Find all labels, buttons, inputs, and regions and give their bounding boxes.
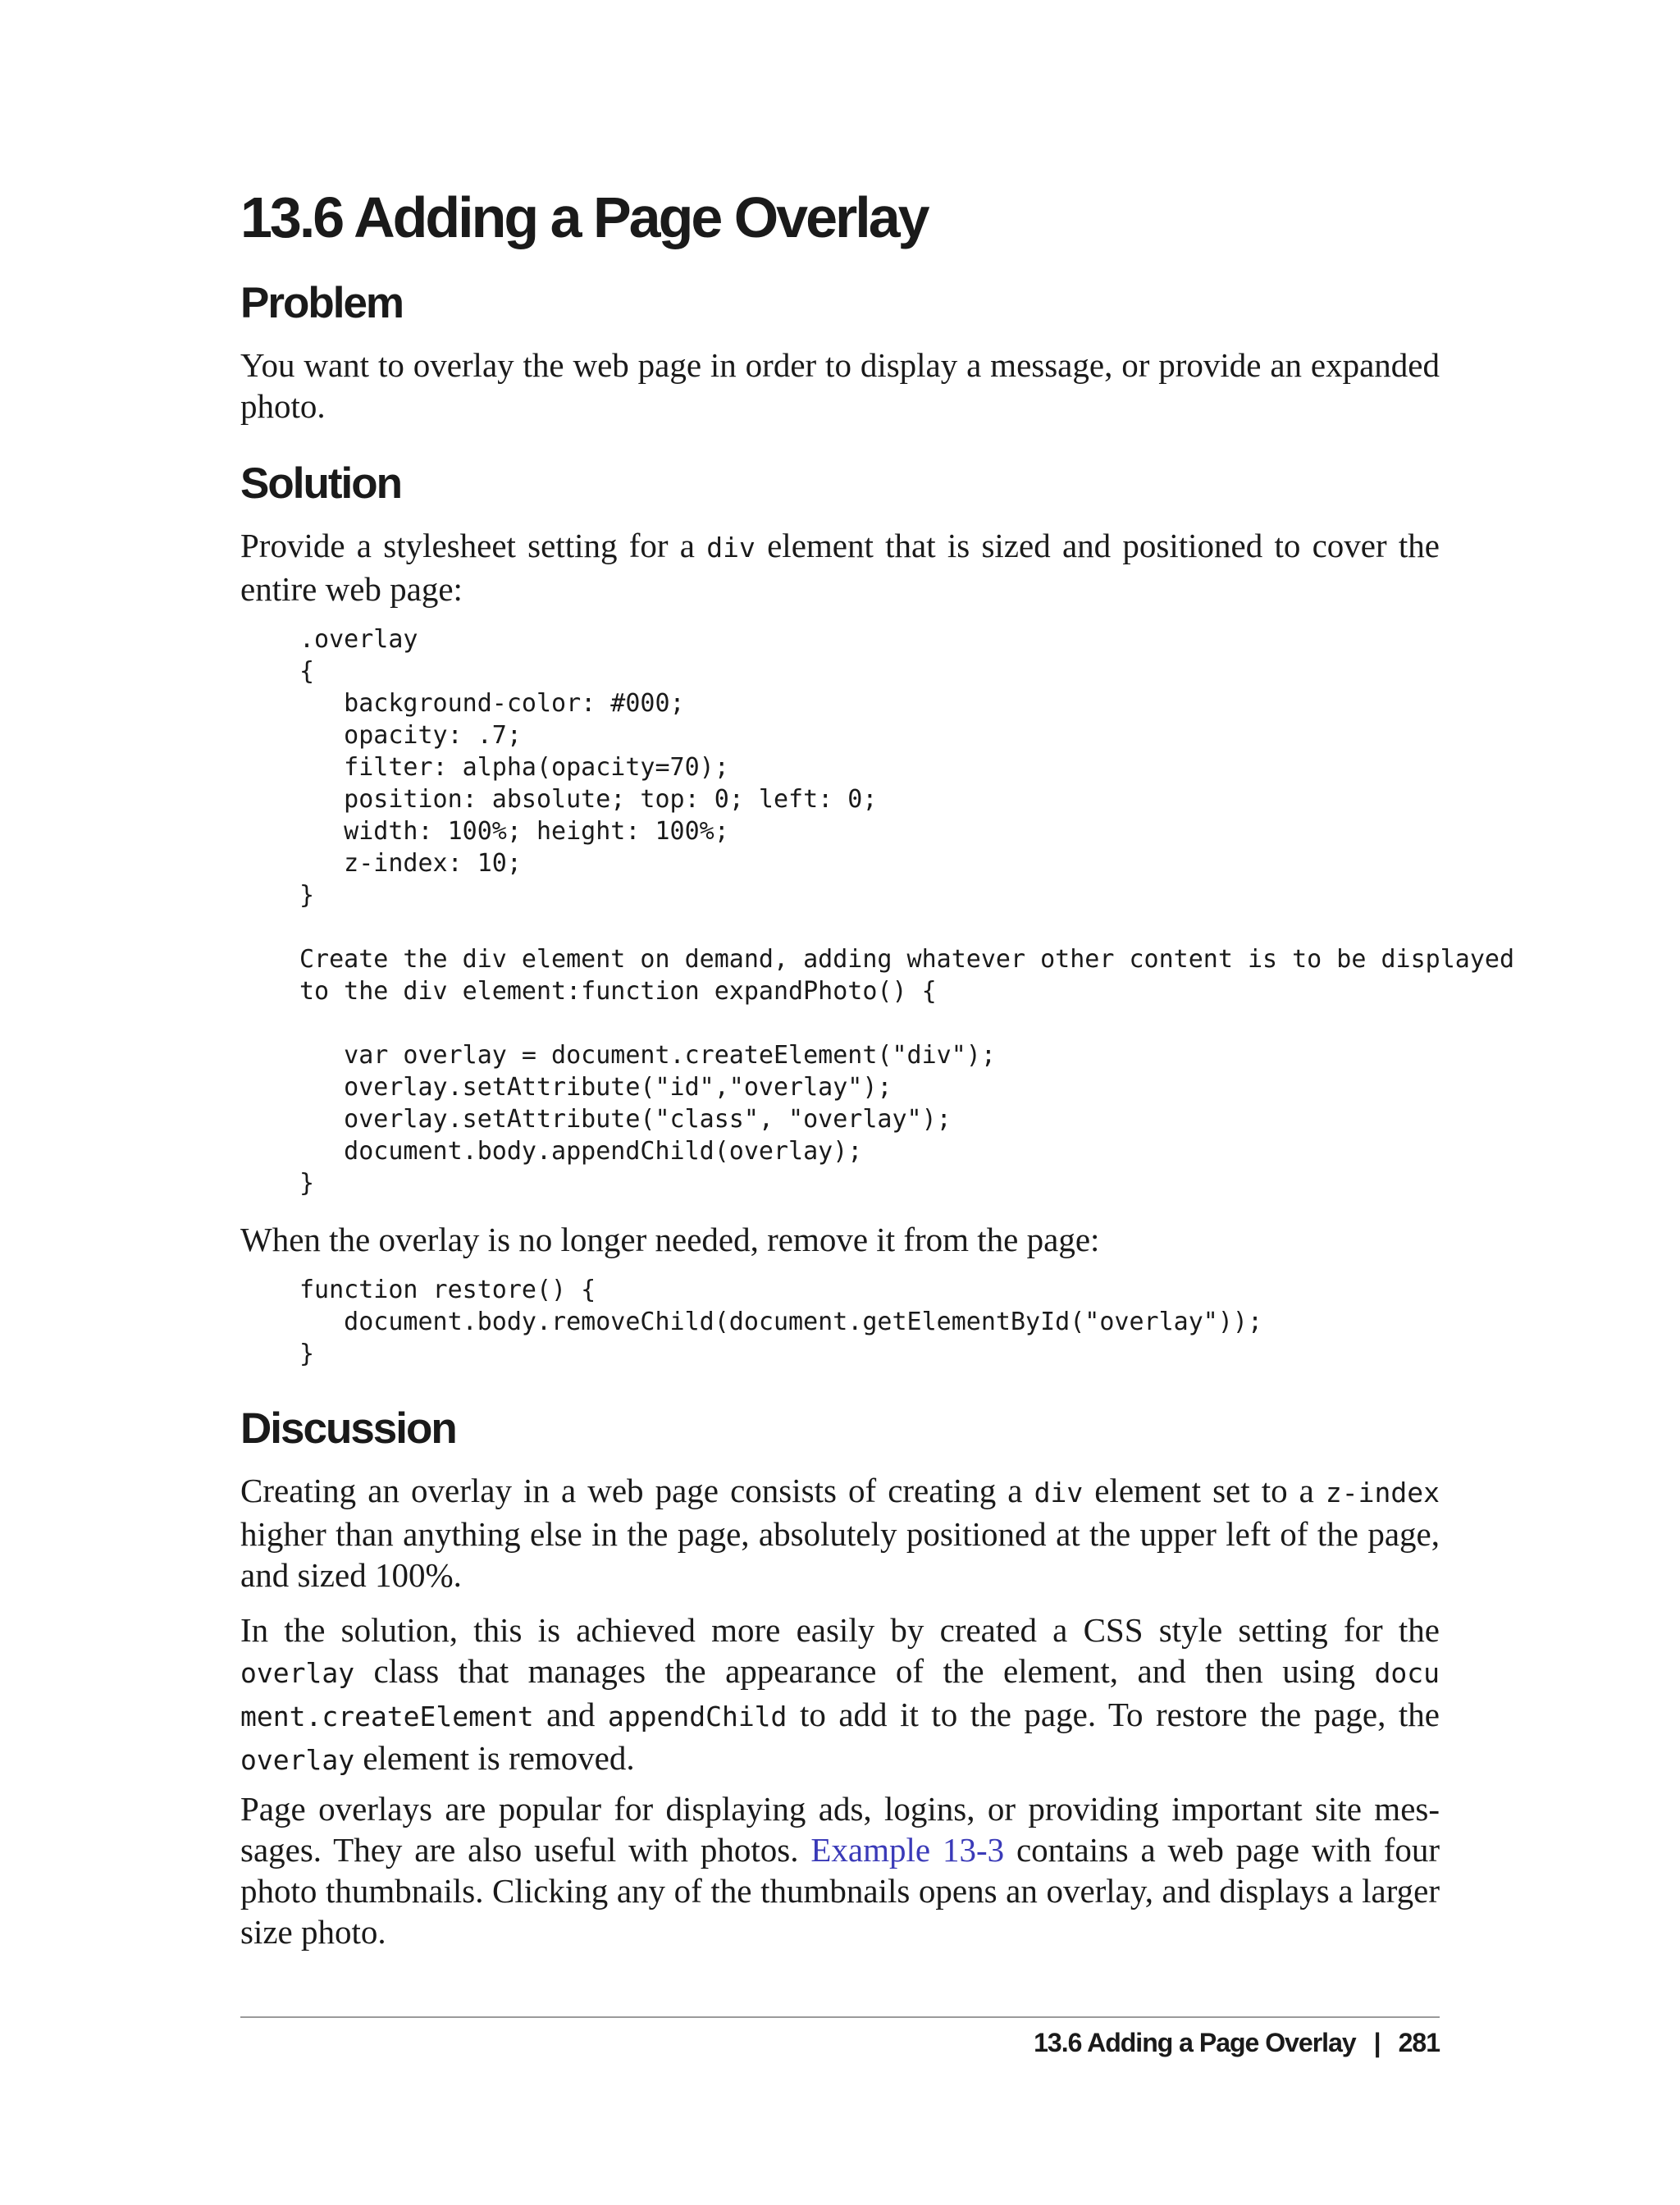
- code-block-overlay-css: .overlay { background-color: #000; opacity: .7; filter: alpha(opacity=70); position: absolute; top: 0; left: 0; width: 100%; height: 100%; z-index: 10; } Create the div element on demand, adding whatever other content is to be displayed to the div element:function expandPhoto() { var overlay = document.createElement("div"); overlay.setAttribute("id","overlay"); overlay.setAttribute("class", "overlay"); document.body.appendChild(overlay); }: [299, 625, 1515, 1198]
- text-run: and: [533, 1696, 608, 1733]
- inline-code: div: [1034, 1477, 1084, 1509]
- discussion-heading: Discussion: [240, 1404, 456, 1453]
- remove-overlay-text: When the overlay is no longer needed, remove it from the page:: [240, 1221, 1100, 1258]
- footer-separator: |: [1373, 2028, 1381, 2057]
- inline-code: overlay: [240, 1744, 355, 1776]
- inline-code: z-index: [1325, 1477, 1440, 1509]
- text-run: to add it to the page. To restore the page, the: [787, 1696, 1440, 1733]
- inline-code-div: div: [706, 532, 756, 564]
- page-number: 281: [1398, 2028, 1440, 2057]
- text-run: higher than anything else in the page, absolutely positioned at the upper left of the page, and sized 100%.: [240, 1515, 1440, 1594]
- text-run: element set to a: [1083, 1472, 1326, 1509]
- problem-heading: Problem: [240, 279, 404, 327]
- page-footer: [1034, 2028, 1440, 2058]
- example-13-3-link[interactable]: Example 13-3: [810, 1831, 1005, 1869]
- problem-text: You want to overlay the web page in order to display a message, or provide an expanded photo.: [240, 346, 1440, 425]
- discussion-paragraph-3: [240, 1788, 1440, 1952]
- solution-text: [240, 525, 1440, 609]
- code-block-restore: function restore() { document.body.removeChild(document.getElementById("overlay")); }: [299, 1276, 1262, 1368]
- text-run: class that manages the appearance of the element, and then using: [354, 1652, 1375, 1690]
- book-page: [240, 0, 1515, 2205]
- text-run: Page overlays are popular for displaying ads, logins, or providing important site mes-sages. They are also useful with photos.: [240, 1790, 1440, 1869]
- discussion-paragraph-2: [240, 1609, 1440, 1781]
- section-title: 13.6 Adding a Page Overlay: [240, 185, 928, 249]
- text-run: element is removed.: [354, 1739, 635, 1777]
- text-run: contains a web page with four photo thumbnails. Clicking any of the thumbnails opens an overlay, and displays a larger size photo.: [240, 1831, 1440, 1951]
- running-title: 13.6 Adding a Page Overlay: [1034, 2028, 1356, 2057]
- inline-code: docu ment.createElement: [240, 1657, 1440, 1732]
- text-run: In the solution, this is achieved more easily by created a CSS style setting for the: [240, 1611, 1440, 1649]
- inline-code: appendChild: [607, 1701, 788, 1732]
- solution-heading: Solution: [240, 459, 401, 508]
- text-run: Creating an overlay in a web page consists of creating a: [240, 1472, 1034, 1509]
- discussion-paragraph-1: [240, 1470, 1440, 1596]
- inline-code: overlay: [240, 1657, 355, 1689]
- footer-rule: [240, 2016, 1440, 2018]
- solution-text-part: Provide a stylesheet setting for a: [240, 527, 707, 564]
- solution-text-part: element that is sized and positioned to cover the entire web page:: [240, 527, 1440, 608]
